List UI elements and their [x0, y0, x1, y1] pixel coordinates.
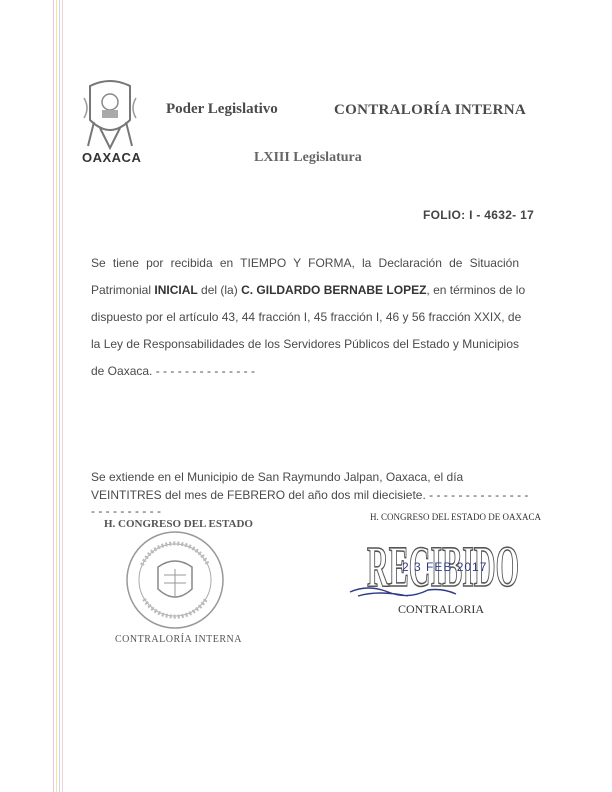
body-line-8: - - - - - - - - - -	[91, 504, 161, 518]
margin-line-blue	[59, 0, 60, 792]
margin-line-rose	[62, 0, 63, 792]
right-stamp-footer: CONTRALORIA	[398, 602, 484, 616]
body-line-5: de Oaxaca. - - - - - - - - - - - - - -	[91, 364, 255, 378]
body-line-2	[91, 283, 526, 297]
header-left-title: Poder Legislativo	[166, 101, 278, 117]
margin-line-yellow	[56, 0, 57, 792]
handwritten-signature	[348, 578, 458, 602]
declarant-name: C. GILDARDO BERNABE LOPEZ	[241, 283, 427, 297]
congress-seal-icon	[120, 525, 230, 635]
recibido-word: RECIBIDO	[367, 534, 519, 598]
oaxaca-coat-of-arms-icon	[80, 78, 140, 154]
body-line-2-post: , en términos de lo	[426, 283, 526, 297]
declaration-type: INICIAL	[154, 283, 198, 297]
left-stamp-title: H. CONGRESO DEL ESTADO	[104, 518, 253, 530]
left-stamp-footer: CONTRALORÍA INTERNA	[115, 634, 242, 645]
folio-number: FOLIO: I - 4632- 17	[423, 208, 535, 222]
logo-text: OAXACA	[82, 150, 142, 165]
header-subtitle: LXIII Legislatura	[254, 150, 362, 165]
received-date: 2 3 FEB 2017	[402, 560, 488, 574]
margin-line-pink	[53, 0, 54, 792]
body-line-4: la Ley de Responsabilidades de los Servidores Públicos del Estado y Municipios	[91, 337, 519, 351]
body-line-6: Se extiende en el Municipio de San Raymundo Jalpan, Oaxaca, el día	[91, 470, 464, 484]
body-line-2-pre: Patrimonial	[91, 283, 155, 297]
body-line-2-mid: del (la)	[197, 283, 242, 297]
body-line-3: dispuesto por el artículo 43, 44 fracción I, 45 fracción I, 46 y 56 fracción XXIX, de	[91, 310, 522, 324]
body-line-7: VEINTITRES del mes de FEBRERO del año dos mil diecisiete. - - - - - - - - - - - - - -	[91, 488, 529, 502]
right-stamp-title: H. CONGRESO DEL ESTADO DE OAXACA	[370, 512, 541, 522]
body-line-1: Se tiene por recibida en TIEMPO Y FORMA, la Declaración de Situación	[91, 256, 519, 270]
header-right-title: CONTRALORÍA INTERNA	[334, 102, 526, 118]
